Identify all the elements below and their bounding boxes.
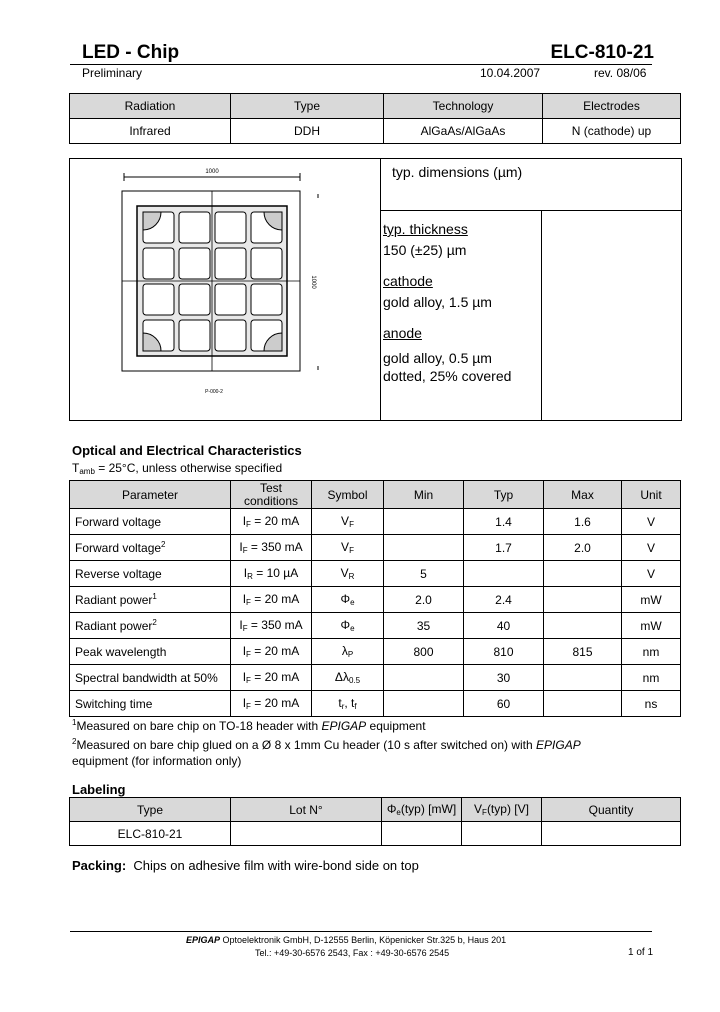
label-header-phi — [382, 798, 462, 822]
part-number: ELC-810-21 — [550, 42, 654, 63]
table-row — [70, 613, 681, 639]
param-footnote: 2 — [152, 618, 157, 627]
tc-value: = 20 mA — [250, 696, 300, 710]
label-header-lot: Lot N° — [231, 798, 382, 822]
dimensions-label: typ. dimensions (µm) — [392, 164, 523, 180]
table-row — [70, 639, 681, 665]
symbol-subscript: e — [350, 598, 355, 607]
phi-subscript: e — [396, 808, 401, 817]
param-name: Radiant power — [75, 593, 153, 607]
page-title: LED - Chip — [82, 42, 180, 63]
footnote-1-end: equipment — [366, 719, 426, 733]
test-condition-cell — [231, 535, 312, 561]
tc-symbol: I — [239, 618, 243, 632]
chip-id-label: P-000-2 — [205, 389, 223, 395]
tc-symbol: I — [242, 644, 247, 658]
table-row — [70, 691, 681, 717]
max-cell — [544, 561, 622, 587]
status-text: Preliminary — [82, 66, 143, 80]
footnote-2-text: Measured on bare chip glued on a Ø 8 x 1mm Cu header (10 s after switched on) with — [76, 738, 537, 752]
tc-value: = 20 mA — [250, 670, 300, 684]
thickness-heading: typ. thickness — [383, 221, 468, 237]
typ-cell: 30 — [464, 665, 544, 691]
min-cell: 800 — [384, 639, 464, 665]
typ-cell: 1.7 — [464, 535, 544, 561]
param-name: Radiant power — [75, 619, 153, 633]
col-header-max: Max — [544, 481, 622, 509]
symbol-subscript: F — [349, 520, 354, 529]
cond-symbol: T — [72, 461, 80, 475]
unit-cell: mW — [622, 613, 681, 639]
unit-cell: V — [622, 535, 681, 561]
tc-value: = 20 mA — [250, 514, 300, 528]
tc-subscript: R — [247, 572, 253, 581]
symbol-subscript: R — [348, 572, 355, 581]
summary-value: Infrared — [70, 119, 231, 144]
typ-cell: 60 — [464, 691, 544, 717]
param-name: Forward voltage — [75, 515, 162, 529]
symbol: V — [341, 514, 350, 528]
typ-cell: 1.4 — [464, 509, 544, 535]
header-rule — [70, 64, 652, 65]
test-condition-cell — [231, 691, 312, 717]
summary-header: Technology — [384, 94, 543, 119]
test-condition-cell — [231, 561, 312, 587]
footer-address — [186, 935, 506, 945]
cond-text: = 25°C, unless otherwise specified — [94, 461, 283, 475]
param-cell — [70, 509, 231, 535]
footer-contact: Tel.: +49-30-6576 2543, Fax : +49-30-6576 2545 — [255, 948, 450, 958]
max-cell — [544, 613, 622, 639]
footnote-2 — [72, 734, 612, 769]
tc-symbol: I — [242, 696, 247, 710]
table-row — [70, 509, 681, 535]
param-name: Forward voltage — [75, 541, 162, 555]
param-cell — [70, 665, 231, 691]
phi-symbol: Φ — [386, 802, 397, 816]
summary-table — [69, 93, 681, 144]
param-name: Peak wavelength — [75, 645, 167, 659]
max-cell: 2.0 — [544, 535, 622, 561]
symbol-subscript: F — [349, 546, 354, 555]
symbol: V — [340, 566, 349, 580]
symbol-subscript: e — [350, 624, 355, 633]
packing-text: Chips on adhesive film with wire-bond side on top — [133, 858, 419, 873]
characteristics-table — [69, 480, 681, 717]
optical-condition — [72, 461, 282, 476]
vf-symbol: V — [474, 802, 483, 816]
footnote-2-brand: EPIGAP — [536, 738, 581, 752]
param-cell — [70, 639, 231, 665]
test-condition-cell — [231, 613, 312, 639]
label-header-type: Type — [70, 798, 231, 822]
typ-cell: 810 — [464, 639, 544, 665]
symbol-cell — [312, 691, 384, 717]
max-cell — [544, 665, 622, 691]
label-header-vf — [462, 798, 542, 822]
tc-subscript: F — [246, 702, 251, 711]
label-header-quantity: Quantity — [542, 798, 681, 822]
tc-symbol: I — [242, 514, 247, 528]
param-footnote: 1 — [152, 592, 157, 601]
symbol-subscript: 0.5 — [348, 676, 361, 685]
tc-subscript: F — [246, 520, 251, 529]
unit-cell: mW — [622, 587, 681, 613]
symbol-2-subscript: f — [354, 702, 357, 711]
col-header-parameter: Parameter — [70, 481, 231, 509]
symbol-cell — [312, 509, 384, 535]
min-cell — [384, 665, 464, 691]
revision-text: rev. 08/06 — [594, 66, 647, 80]
min-cell — [384, 509, 464, 535]
dimensions-divider-h — [380, 210, 681, 211]
test-header-line-1: Test — [259, 480, 282, 495]
height-dimension-label: 1000 — [310, 275, 316, 289]
symbol-cell — [312, 587, 384, 613]
thickness-value: 150 (±25) µm — [383, 242, 467, 258]
table-row — [70, 535, 681, 561]
min-cell — [384, 535, 464, 561]
param-name: Switching time — [75, 697, 153, 711]
param-cell — [70, 691, 231, 717]
footnote-1-brand: EPIGAP — [321, 719, 367, 733]
tc-subscript: F — [246, 676, 251, 685]
summary-header: Radiation — [70, 94, 231, 119]
col-header-typ: Typ — [464, 481, 544, 509]
phi-unit: (typ) [mW] — [400, 802, 457, 816]
test-header-line-2: conditions — [243, 493, 299, 508]
footnote-1-text: Measured on bare chip on TO-18 header with — [76, 719, 322, 733]
tc-value: = 350 mA — [247, 618, 303, 632]
tc-subscript: F — [242, 546, 248, 555]
labeling-table — [69, 797, 681, 846]
label-cell-quantity — [542, 822, 681, 846]
label-cell-vf — [462, 822, 542, 846]
packing-label: Packing: — [72, 858, 127, 873]
col-header-symbol: Symbol — [312, 481, 384, 509]
tc-symbol: I — [242, 670, 247, 684]
footer-line-1: Optoelektronik GmbH, D-12555 Berlin, Köpenicker Str.325 b, Haus 201 — [220, 935, 507, 945]
label-cell-phi — [382, 822, 462, 846]
footer-brand: EPIGAP — [186, 935, 221, 945]
test-condition-cell — [231, 639, 312, 665]
width-dimension-label: 1000 — [205, 169, 219, 175]
summary-value: AlGaAs/AlGaAs — [384, 119, 543, 144]
tc-symbol: I — [243, 566, 248, 580]
param-cell — [70, 587, 231, 613]
chip-drawing — [100, 160, 330, 400]
tc-subscript: F — [246, 598, 251, 607]
unit-cell: V — [622, 561, 681, 587]
anode-heading: anode — [383, 325, 422, 341]
typ-cell: 2.4 — [464, 587, 544, 613]
summary-header: Electrodes — [543, 94, 681, 119]
tc-subscript: F — [242, 624, 248, 633]
col-header-min: Min — [384, 481, 464, 509]
anode-value: gold alloy, 0.5 µm — [383, 350, 492, 366]
test-condition-cell — [231, 509, 312, 535]
tc-subscript: F — [246, 650, 251, 659]
label-cell-lot — [231, 822, 382, 846]
label-cell-type: ELC-810-21 — [70, 822, 231, 846]
tc-value: = 350 mA — [247, 540, 303, 554]
param-cell — [70, 535, 231, 561]
max-cell — [544, 691, 622, 717]
footer-rule — [70, 931, 652, 932]
symbol: λ — [341, 644, 348, 658]
date-text: 10.04.2007 — [480, 66, 541, 80]
optical-title: Optical and Electrical Characteristics — [72, 443, 302, 458]
min-cell: 2.0 — [384, 587, 464, 613]
symbol-cell — [312, 639, 384, 665]
vf-unit: (typ) [V] — [486, 802, 529, 816]
footnote-1 — [72, 718, 426, 733]
footnote-2-end: equipment (for information only) — [72, 754, 242, 768]
max-cell — [544, 587, 622, 613]
unit-cell: nm — [622, 639, 681, 665]
symbol-cell — [312, 535, 384, 561]
max-cell: 1.6 — [544, 509, 622, 535]
symbol-2: , t — [344, 696, 355, 710]
tc-value: = 20 mA — [250, 644, 300, 658]
symbol: V — [341, 540, 350, 554]
dimensions-divider-v2 — [541, 210, 542, 420]
param-name: Spectral bandwidth at 50% — [75, 671, 218, 685]
symbol-cell — [312, 561, 384, 587]
symbol: Φ — [340, 592, 351, 606]
footnote-2-number: 2 — [72, 737, 77, 746]
param-cell — [70, 561, 231, 587]
test-condition-cell — [231, 665, 312, 691]
min-cell — [384, 691, 464, 717]
col-header-unit: Unit — [622, 481, 681, 509]
summary-header: Type — [231, 94, 384, 119]
labeling-title: Labeling — [72, 782, 126, 797]
table-row — [70, 587, 681, 613]
footnote-1-number: 1 — [72, 718, 77, 727]
tc-value: = 10 µA — [252, 566, 299, 580]
cond-subscript: amb — [79, 467, 95, 476]
unit-cell: V — [622, 509, 681, 535]
typ-cell — [464, 561, 544, 587]
param-cell — [70, 613, 231, 639]
unit-cell: nm — [622, 665, 681, 691]
min-cell: 5 — [384, 561, 464, 587]
unit-cell: ns — [622, 691, 681, 717]
typ-cell: 40 — [464, 613, 544, 639]
table-row — [70, 665, 681, 691]
cathode-heading: cathode — [383, 273, 433, 289]
symbol: Δλ — [334, 670, 349, 684]
summary-value: DDH — [231, 119, 384, 144]
tc-value: = 20 mA — [250, 592, 300, 606]
tc-symbol: I — [242, 592, 247, 606]
param-footnote: 2 — [161, 540, 166, 549]
min-cell: 35 — [384, 613, 464, 639]
vf-subscript: F — [482, 808, 487, 817]
symbol-cell — [312, 665, 384, 691]
packing — [72, 858, 419, 873]
param-name: Reverse voltage — [75, 567, 162, 581]
symbol-subscript: r — [341, 702, 345, 711]
summary-value: N (cathode) up — [543, 119, 681, 144]
col-header-test — [231, 481, 312, 509]
symbol: t — [338, 696, 342, 710]
test-condition-cell — [231, 587, 312, 613]
max-cell: 815 — [544, 639, 622, 665]
anode-value-2: dotted, 25% covered — [383, 368, 512, 384]
tc-symbol: I — [239, 540, 243, 554]
dimensions-divider-v — [380, 158, 381, 420]
cathode-value: gold alloy, 1.5 µm — [383, 294, 492, 310]
symbol-cell — [312, 613, 384, 639]
page-number: 1 of 1 — [628, 947, 654, 958]
symbol-subscript: P — [347, 650, 354, 659]
table-row — [70, 561, 681, 587]
symbol: Φ — [340, 618, 351, 632]
